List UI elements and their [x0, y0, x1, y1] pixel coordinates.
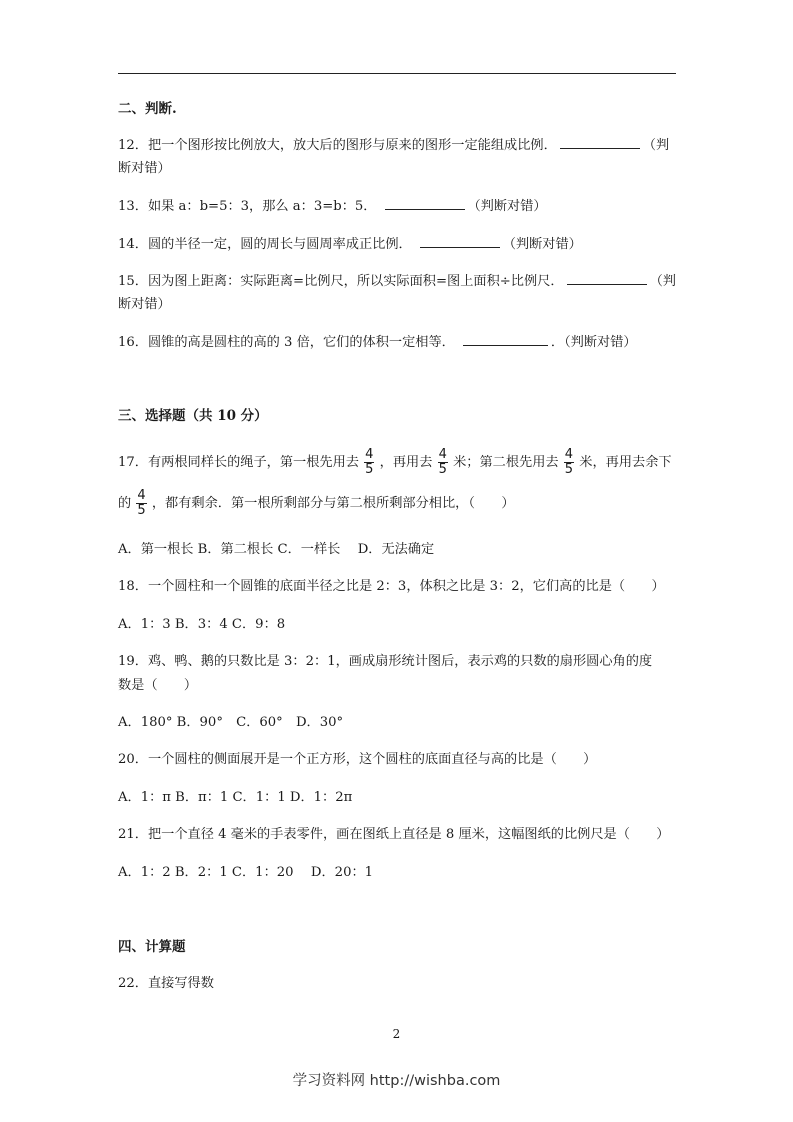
question-17-line-2	[118, 489, 515, 518]
fraction-4-5: $\frac{4}{5}$	[564, 447, 574, 477]
page-number: 2	[392, 1027, 401, 1041]
answer-blank-12[interactable]	[560, 136, 640, 149]
fraction-4-5: $\frac{4}{5}$	[137, 488, 146, 518]
answer-blank-14[interactable]	[420, 235, 500, 248]
question-19-cont: 数是（ ）	[118, 678, 198, 693]
question-17-text-1: 17．有两根同样长的绳子，第一根先用去	[118, 455, 359, 470]
question-17-text-3: 米；第二根先用去	[453, 455, 559, 470]
question-18-options: A．1：3 B．3：4 C．9：8	[118, 617, 286, 632]
answer-blank-15[interactable]	[567, 272, 647, 285]
question-17-line-1	[118, 448, 672, 477]
question-15	[118, 272, 676, 291]
question-15-hint: （判	[649, 274, 676, 289]
section-3-title: 三、选择题（共 10 分）	[118, 408, 268, 424]
footer-watermark: 学习资料网 http://wishba.com	[292, 1073, 501, 1089]
question-17-text-4: 米，再用去余下	[579, 455, 672, 470]
question-20: 20．一个圆柱的侧面展开是一个正方形，这个圆柱的底面直径与高的比是（ ）	[118, 752, 597, 767]
question-17-text-2: ，再用去	[379, 455, 433, 470]
question-14-text: 14．圆的半径一定，圆的周长与圆周率成正比例．	[118, 237, 412, 252]
section-2-title: 二、判断.	[118, 101, 177, 117]
question-14-hint: （判断对错）	[502, 237, 582, 252]
fraction-4-5: $\frac{4}{5}$	[438, 447, 447, 477]
question-19: 19．鸡、鸭、鹅的只数比是 3：2：1，画成扇形统计图后，表示鸡的只数的扇形圆心角的度	[118, 654, 653, 669]
fraction-4-5: $\frac{4}{5}$	[365, 447, 374, 477]
section-4-title: 四、计算题	[118, 939, 186, 955]
question-13	[118, 197, 547, 216]
question-12-hint: （判	[642, 138, 670, 153]
answer-blank-16[interactable]	[463, 333, 548, 346]
question-16-text: 16．圆锥的高是圆柱的高的 3 倍，它们的体积一定相等．	[118, 335, 455, 350]
question-20-options: A．1：π B．π：1 C．1：1 D．1：2π	[118, 790, 353, 805]
question-22: 22．直接写得数	[118, 976, 214, 991]
question-13-text: 13．如果 a：b=5：3，那么 a：3=b：5．	[118, 199, 377, 214]
question-19-options: A．180° B．90° C．60° D．30°	[118, 715, 344, 730]
question-17-text-6: ，都有剩余．第一根所剩部分与第二根所剩部分相比，（ ）	[151, 496, 515, 511]
question-15-text: 15．因为图上距离：实际距离=比例尺，所以实际面积=图上面积÷比例尺．	[118, 274, 564, 289]
question-16	[118, 333, 637, 352]
question-21: 21．把一个直径 4 毫米的手表零件，画在图纸上直径是 8 厘米，这幅图纸的比例尺是（ ）	[118, 827, 670, 842]
question-15-cont: 断对错）	[118, 297, 171, 312]
question-12	[118, 136, 669, 155]
question-21-options: A．1：2 B．2：1 C．1：20 D．20：1	[118, 865, 374, 880]
question-12-text: 12．把一个图形按比例放大，放大后的图形与原来的图形一定能组成比例．	[118, 138, 557, 153]
question-16-hint: ．（判断对错）	[550, 335, 637, 350]
question-14	[118, 235, 582, 254]
question-13-hint: （判断对错）	[467, 199, 547, 214]
question-12-cont: 断对错）	[118, 161, 171, 176]
header-rule	[118, 73, 676, 74]
question-17-options: A．第一根长 B．第二根长 C．一样长 D．无法确定	[118, 542, 435, 557]
answer-blank-13[interactable]	[385, 197, 465, 210]
question-17-text-5: 的	[118, 496, 132, 511]
question-18: 18．一个圆柱和一个圆锥的底面半径之比是 2：3，体积之比是 3：2，它们高的比是（ ）	[118, 579, 665, 594]
